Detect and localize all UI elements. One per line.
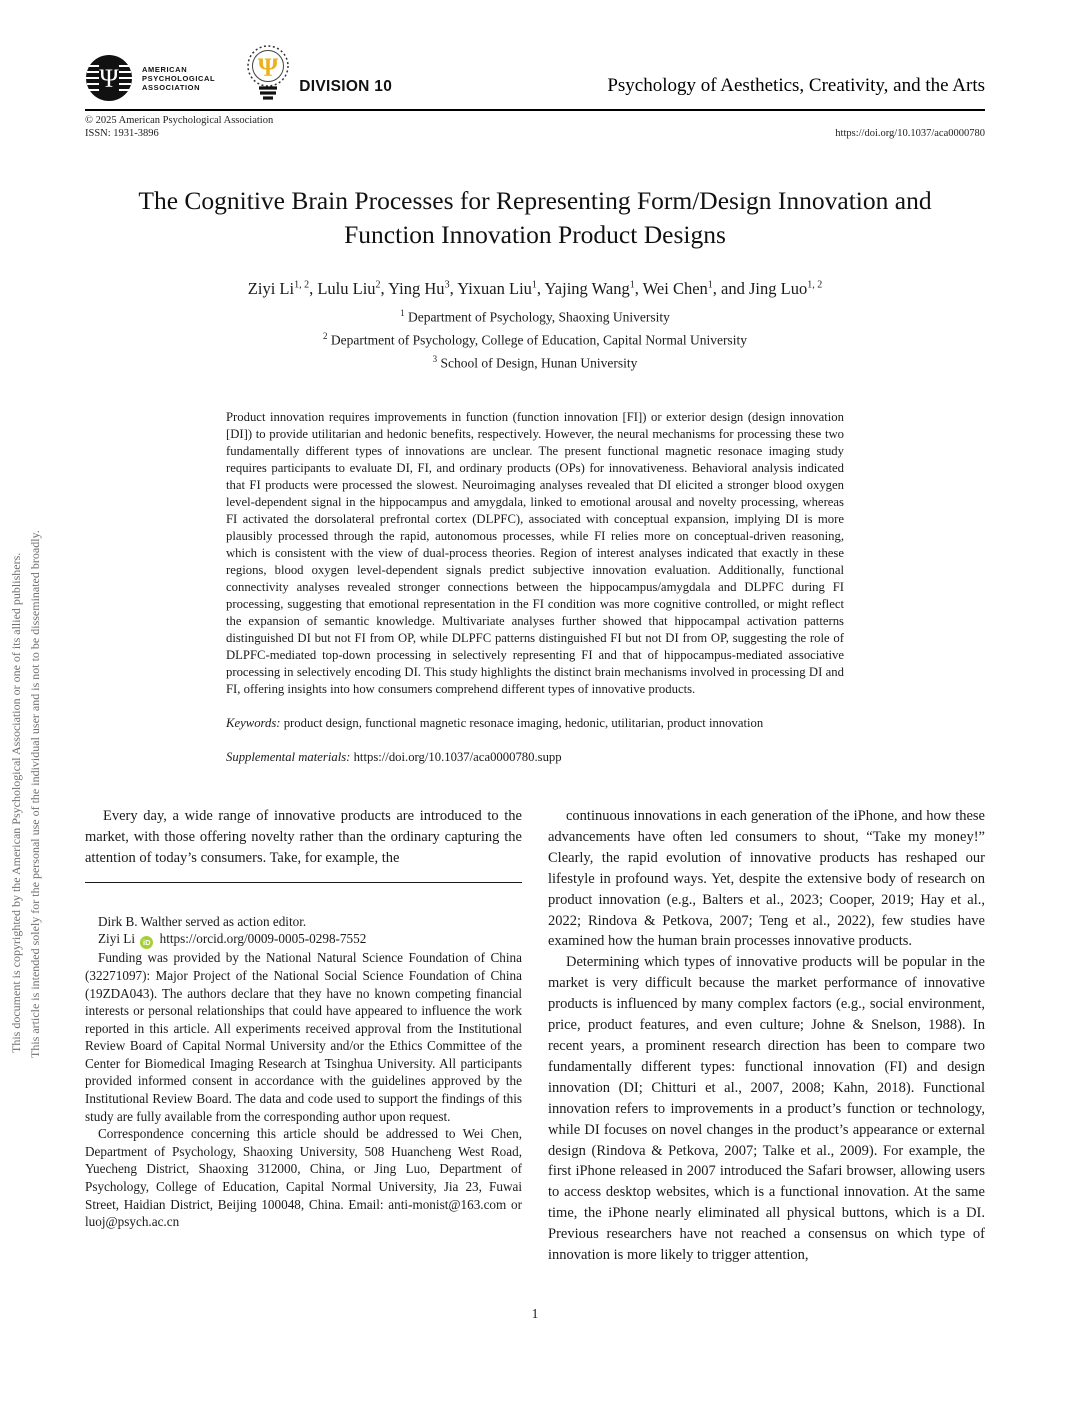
authors-line (85, 279, 985, 299)
header-rule (85, 109, 985, 111)
journal-name: Psychology of Aesthetics, Creativity, and the Arts (607, 75, 985, 96)
abstract-text: Product innovation requires improvements in function (function innovation [FI]) or exterior design (design innovation [DI]) to provide utilitarian and hedonic benefits, respectively. However, the neural mechanisms for processing these two fundamentally different types of innovations are unclear. The present functional magnetic resonace imaging study requires participants to evaluate DI, FI, and ordinary products (OPs) for innovativeness. Behavioral analysis indicated that FI products were processed the slowest. Neuroimaging analyses revealed that DI elicited a stronger blood oxygen level-dependent signal in the hippocampus and amygdala, linked to emotional arousal and novelty processing, whereas FI activated the dorsolateral prefrontal cortex (DLPFC), associated with conceptual expansion, implying DI is more plausibly processed through the rapid, autonomous processes, while FI relies more on conceptual-driven reasoning, which is consistent with the view of dual-process theories. Region of interest analyses indicated that exactly in these regions, blood oxygen level-dependent signals predict subjective innovation evaluation. Additionally, functional connectivity analyses revealed stronger connections between the hippocampus/amygdala and DLPFC during FI processing, suggesting that emotional representation in the FI condition was more cognitive controlled, or might reflect the expansion of semantic knowledge. Multivariate analyses further showed that hippocampal activation patterns distinguished DI but not FI from OP, while DLPFC patterns distinguished FI but not DI from OP, suggesting the role of DLPFC-mediated top-down processing in selectively representing FI and that of hippocampus-mediated associative processing in selectively encoding DI. This study highlights the distinct brain mechanisms involved in processing DI and FI, offering insights into how consumers comprehend different types of innovative products. (226, 410, 844, 696)
keywords-line (226, 715, 844, 732)
right-column-body (548, 806, 985, 1266)
division-10-logo (245, 44, 392, 102)
article-title: The Cognitive Brain Processes for Representing Form/Design Innovation and Function Innovation Product Designs (138, 186, 932, 249)
affiliation: $^3$ School of Design, Hunan University (432, 354, 638, 371)
body-columns (85, 806, 985, 1266)
keywords-label: Keywords: (226, 716, 281, 730)
page-number: 1 (531, 1306, 539, 1321)
orcid-link[interactable]: https://orcid.org/0009-0005-0298-7552 (159, 931, 367, 947)
author: , Wei Chen (634, 279, 708, 298)
svg-text:Ψ: Ψ (99, 64, 119, 93)
affiliation: $^1$ Department of Psychology, Shaoxing University (400, 308, 670, 325)
apa-logo (85, 54, 215, 102)
division-10-label: DIVISION 10 (299, 78, 393, 95)
author-affiliation-sup: 1 (707, 279, 713, 291)
body-paragraph: continuous innovations in each generation of the iPhone, and how these advancements have often led consumers to shout, “Take my money!” Clearly, the rapid evolution of innovative products has reshaped our lifestyle in profound ways. Yet, despite the extensive body of research on product innovation (e.g., Balters et al., 2023; Cooper, 2019; Hay et al., 2022; Rindova & Petkova, 2007; Teng et al., 2022), few studies have examined how the human brain processes innovative products. (548, 808, 985, 950)
doi-link[interactable]: https://doi.org/10.1037/aca0000780 (835, 127, 985, 139)
author-affiliation-sup: 1, 2 (807, 279, 823, 291)
keywords-text: product design, functional magnetic resonace imaging, hedonic, utilitarian, product innovation (283, 716, 764, 730)
copyright-line: © 2025 American Psychological Association (85, 115, 274, 126)
supplemental-line (226, 749, 844, 766)
supplemental-link[interactable]: https://doi.org/10.1037/aca0000780.supp (353, 750, 562, 764)
footnote-rule (85, 882, 522, 883)
apa-org-name: AMERICAN PSYCHOLOGICAL ASSOCIATION (142, 64, 216, 92)
action-editor-note: Dirk B. Walther served as action editor. (98, 913, 307, 929)
author: , Lulu Liu (309, 279, 376, 298)
journal-header (85, 0, 985, 102)
body-paragraph: Every day, a wide range of innovative products are introduced to the market, with those offering novelty rather than the ordinary capturing the attention of today’s consumers. Take, for example, the (85, 808, 522, 866)
author-affiliation-sup: 1, 2 (294, 279, 310, 291)
svg-text:Ψ: Ψ (258, 53, 279, 82)
author-note (85, 913, 522, 1231)
author: , Ying Hu (380, 279, 445, 298)
orcid-icon: iD (140, 936, 153, 949)
right-column (548, 806, 985, 1266)
author: , Yajing Wang (536, 279, 630, 298)
lightbulb-psi-icon (245, 44, 291, 102)
sidebar-copyright-line: This document is copyrighted by the American Psychological Association or one of its allied publishers. (9, 552, 23, 1053)
header-meta (85, 115, 985, 140)
author: Ziyi Li (247, 279, 295, 298)
orcid-line (85, 930, 522, 949)
supplemental-label: Supplemental materials: (226, 750, 351, 764)
author: , and Jing Luo (712, 279, 808, 298)
body-paragraph: Determining which types of innovative products will be popular in the market is very difficult because the market performance of innovative products is influenced by many complex factors (e.g., social environment, price, product features, and even culture; Johne & Snelson, 1988). In recent years, a prominent research direction has been to compare two fundamentally different types: functional innovation (FI) and design innovation (DI; Chitturi et al., 2007, 2008; Kahn, 2018). Functional innovation refers to improvements in a product’s function or technology, while DI focuses on novel changes in the product’s appearance or external design (Rindova & Petkova, 2007; Talke et al., 2009). For example, the first iPhone released in 2007 introduced the Safari browser, allowing users to access desktop websites, which is a functional innovation. At the same time, the iPhone nearly eliminated all physical buttons, which is a DI. Previous researchers have not reached a consensus on which type of innovation is more likely to trigger attention, (548, 954, 985, 1264)
correspondence-note: Correspondence concerning this article should be addressed to Wei Chen, Department of Psychology, Shaoxing University, 508 Huancheng West Road, Yuecheng District, Shaoxing 312000, China, or Jing Luo, Department of Psychology, College of Education, Capital Normal University, Jia 23, Fuwai Street, Haidian District, Beijing 100048, China. Email: anti-monist@163.com or luoj@psych.ac.cn (85, 1126, 522, 1230)
author-affiliation-sup: 1 (531, 279, 537, 291)
author-affiliation-sup: 1 (629, 279, 635, 291)
orcid-author-name: Ziyi Li (98, 931, 135, 947)
author-affiliation-sup: 2 (375, 279, 381, 291)
abstract-block (226, 409, 844, 766)
affiliation: $^2$ Department of Psychology, College of Education, Capital Normal University (323, 331, 747, 348)
author: , Yixuan Liu (449, 279, 532, 298)
affiliations (85, 304, 985, 373)
issn-line: ISSN: 1931-3896 (85, 127, 159, 139)
left-column (85, 806, 522, 1266)
sidebar-use-line: This article is intended solely for the personal use of the individual user and is not to be disseminated broadly. (28, 530, 42, 1058)
funding-note: Funding was provided by the National Natural Science Foundation of China (32271097): Major Project of the National Social Science Foundation of China (19ZDA043). The authors declare that they have no known competing financial interests or personal relationships that could have appeared to influence the work reported in this article. All experiments received approval from the Institutional Review Board of Capital Normal University and/or the Ethics Committee of the Center for Biomedical Imaging Research at Tsinghua University. All participants provided informed consent in accordance with the guidelines approved by the Institutional Review Board. The data and code used to support the findings of this study are fully available from the corresponding author upon request. (85, 950, 522, 1124)
apa-psi-icon (85, 54, 133, 102)
author-affiliation-sup: 3 (444, 279, 450, 291)
left-column-body (85, 806, 522, 869)
